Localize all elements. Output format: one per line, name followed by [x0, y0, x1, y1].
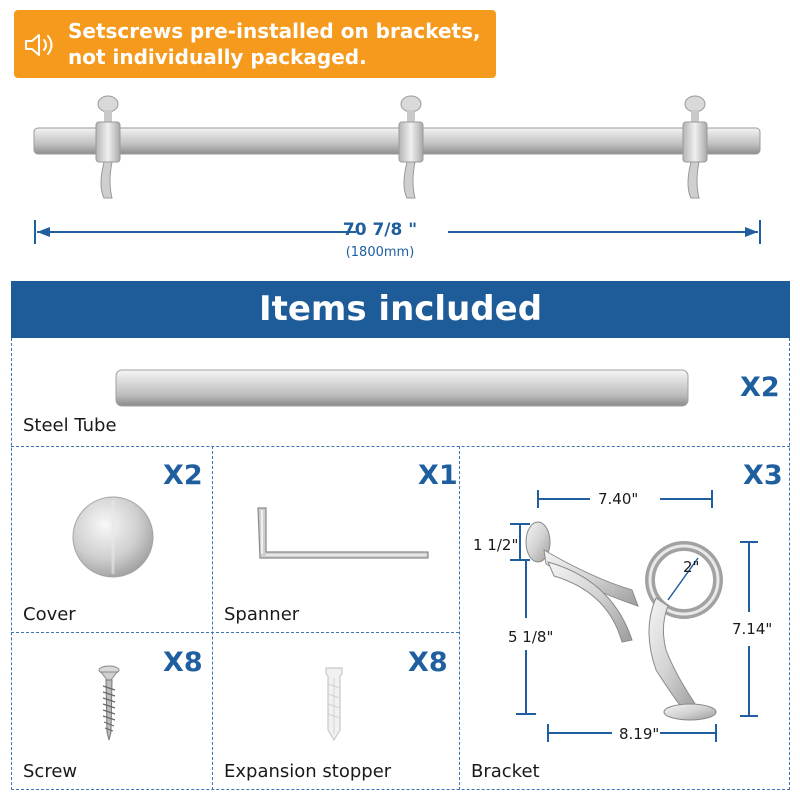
bracket-left-top-label: 1 1/2": [473, 536, 519, 554]
grid-divider-v1: [212, 446, 213, 790]
bracket-ring-diameter-label: 2": [683, 558, 700, 576]
screw-qty: X8: [163, 647, 203, 678]
rail-length-metric: (1800mm): [345, 245, 415, 260]
steel-tube-label: Steel Tube: [23, 415, 117, 436]
notice-banner: [14, 10, 496, 78]
bracket-qty: X3: [743, 460, 783, 491]
bracket-total-height-label: 7.14": [732, 620, 773, 638]
spanner-qty: X1: [418, 460, 458, 491]
rail-bracket-2: [399, 96, 423, 198]
rail-bracket-3: [683, 96, 707, 198]
cover-qty: X2: [163, 460, 203, 491]
grid-divider-h2: [11, 632, 459, 633]
expansion-stopper-qty: X8: [408, 647, 448, 678]
grid-divider-h1: [11, 446, 790, 447]
bracket-left-height-label: 5 1/8": [508, 628, 554, 646]
rail-bracket-1: [96, 96, 120, 198]
screw-label: Screw: [23, 761, 78, 782]
rail-tube: [34, 128, 760, 154]
speaker-icon: [24, 32, 58, 58]
grid-divider-v2: [459, 446, 460, 790]
notice-line-2: not individually packaged.: [68, 45, 367, 69]
steel-tube-image: [110, 364, 695, 412]
notice-line-1: Setscrews pre-installed on brackets,: [68, 19, 481, 43]
bracket-dimension-lines: [510, 490, 758, 742]
expansion-stopper-image: [316, 664, 352, 744]
items-included-header: Items included: [11, 281, 790, 338]
bracket-top-width-label: 7.40": [598, 490, 639, 508]
spanner-label: Spanner: [224, 604, 300, 625]
steel-tube-qty: X2: [740, 372, 780, 403]
bracket-shape: [526, 522, 718, 720]
bracket-diagram: [462, 480, 788, 750]
bracket-label: Bracket: [471, 761, 540, 782]
cover-image: [68, 492, 158, 582]
rail-length-label: 70 7/8 ": [342, 220, 418, 240]
cover-label: Cover: [23, 604, 76, 625]
bracket-bottom-width-label: 8.19": [619, 725, 660, 743]
expansion-stopper-label: Expansion stopper: [224, 761, 392, 782]
screw-image: [94, 664, 124, 744]
spanner-image: [248, 500, 434, 570]
notice-text: [68, 18, 493, 70]
